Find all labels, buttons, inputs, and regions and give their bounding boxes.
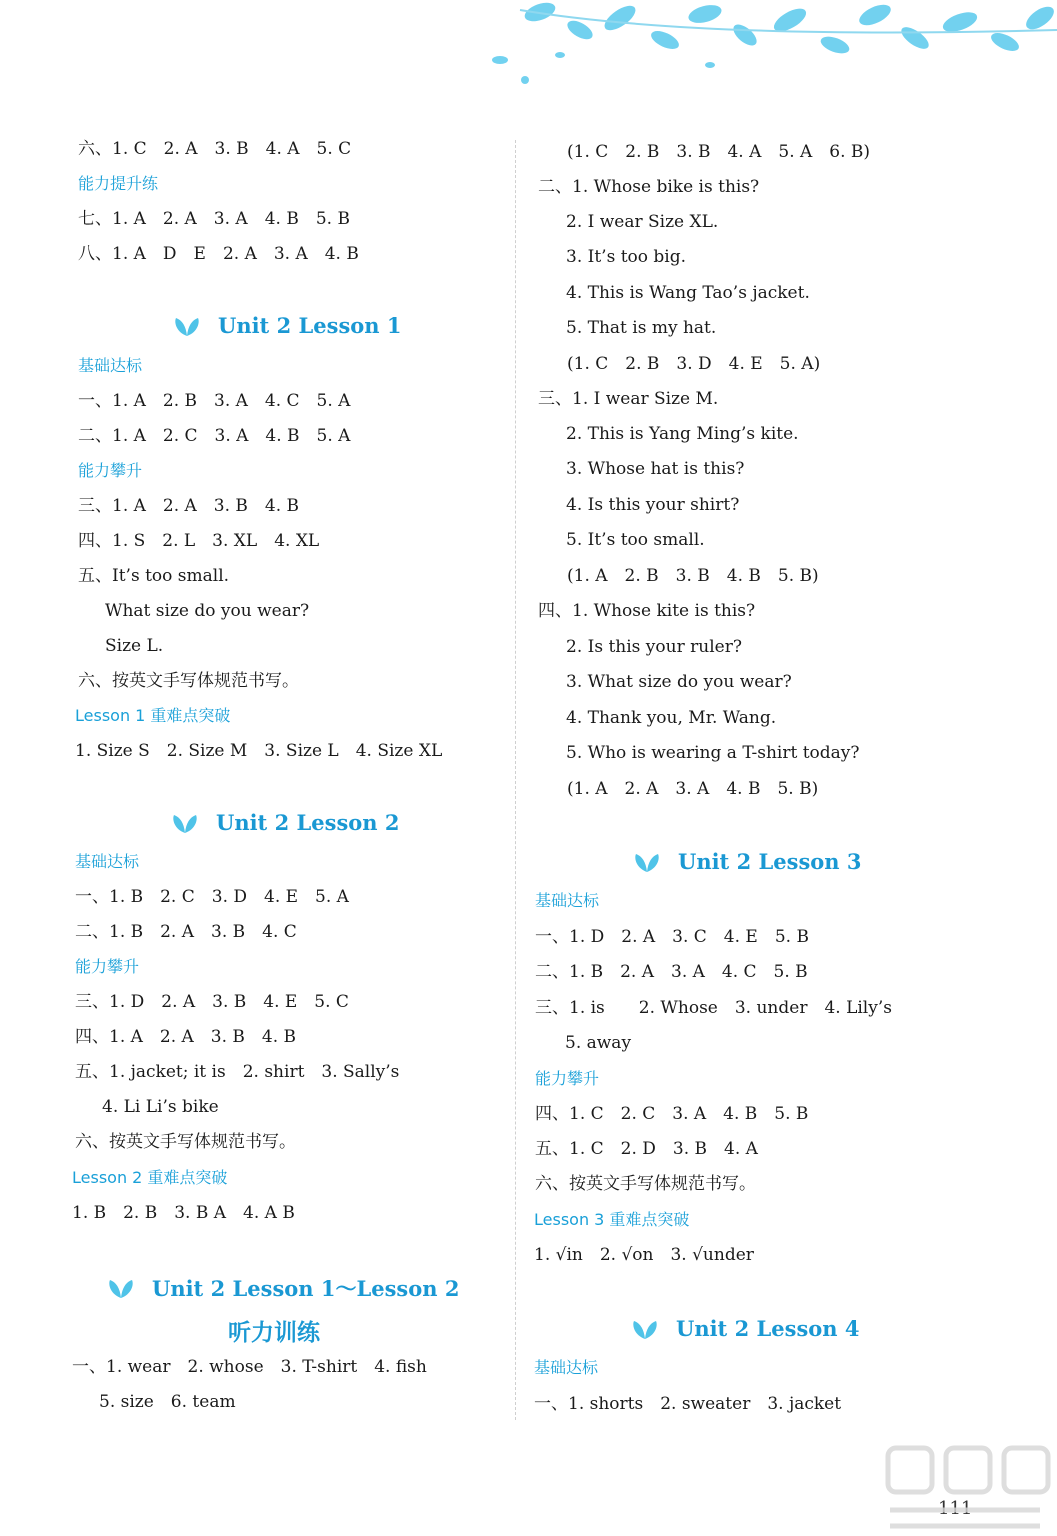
unit-heading	[106, 1273, 459, 1303]
leaf-icon	[170, 811, 200, 835]
answer-line: 5. Who is wearing a T-shirt today?	[566, 743, 860, 763]
section-label: 能力攀升	[78, 461, 143, 480]
answer-line: 八、1. A D E 2. A 3. A 4. B	[78, 244, 359, 264]
section-label: Lesson 3 重难点突破	[534, 1210, 690, 1229]
answer-line: (1. A 2. A 3. A 4. B 5. B)	[567, 779, 819, 799]
answer-line: 2. Is this your ruler?	[566, 637, 742, 657]
unit-heading	[172, 313, 401, 338]
answer-line: 六、按英文手写体规范书写。	[75, 1132, 296, 1152]
leaf-icon	[630, 1317, 660, 1341]
section-label: 能力攀升	[75, 957, 140, 976]
answer-line: 一、1. D 2. A 3. C 4. E 5. B	[535, 927, 809, 947]
leaf-icon	[632, 850, 662, 874]
answer-line: 四、1. S 2. L 3. XL 4. XL	[78, 531, 320, 551]
answer-line: 1. √in 2. √on 3. √under	[534, 1245, 754, 1265]
answer-line: 四、1. Whose kite is this?	[538, 601, 756, 621]
answer-line: 三、1. is 2. Whose 3. under 4. Lily’s	[535, 998, 892, 1018]
unit-title: Unit 2 Lesson 2	[216, 810, 400, 835]
answer-line: 1. B 2. B 3. B A 4. A B	[72, 1203, 295, 1223]
unit-title: Unit 2 Lesson 4	[676, 1316, 860, 1341]
leaf-decoration	[0, 0, 1057, 100]
answer-line: 四、1. A 2. A 3. B 4. B	[75, 1027, 297, 1047]
answer-line: (1. A 2. B 3. B 4. B 5. B)	[567, 566, 819, 586]
answer-line: 5. away	[565, 1033, 632, 1053]
answer-line: 七、1. A 2. A 3. A 4. B 5. B	[78, 209, 350, 229]
section-label: 基础达标	[78, 356, 143, 375]
answer-line: 六、按英文手写体规范书写。	[78, 671, 299, 691]
answer-line: 一、1. wear 2. whose 3. T-shirt 4. fish	[72, 1357, 427, 1377]
column-divider	[515, 140, 516, 1420]
answer-line: 2. I wear Size XL.	[566, 212, 719, 232]
answer-line: 3. Whose hat is this?	[566, 459, 745, 479]
section-subtitle: 听力训练	[228, 1319, 320, 1346]
answer-line: Size L.	[105, 636, 164, 656]
unit-heading	[170, 810, 399, 835]
section-label: 能力提升练	[78, 174, 159, 193]
unit-title: Unit 2 Lesson 3	[678, 849, 862, 874]
unit-title: Unit 2 Lesson 1～Lesson 2	[152, 1276, 460, 1301]
answer-line: 3. It’s too big.	[566, 247, 687, 267]
answer-line: 5. That is my hat.	[566, 318, 717, 338]
leaf-icon	[172, 314, 202, 338]
page-number: 111	[938, 1498, 973, 1519]
answer-line: 二、1. A 2. C 3. A 4. B 5. A	[78, 426, 351, 446]
answer-line: 1. Size S 2. Size M 3. Size L 4. Size XL	[75, 741, 443, 761]
section-label: Lesson 1 重难点突破	[75, 706, 231, 725]
leaf-icon	[106, 1276, 136, 1300]
answer-line: 4. Li Li’s bike	[102, 1097, 219, 1117]
answer-line: What size do you wear?	[105, 601, 310, 621]
answer-line: 二、1. Whose bike is this?	[538, 177, 760, 197]
section-label: 能力攀升	[535, 1069, 600, 1088]
answer-line: 五、1. C 2. D 3. B 4. A	[535, 1139, 758, 1159]
watermark-logo	[880, 1440, 1057, 1536]
answer-line: 5. It’s too small.	[566, 530, 705, 550]
section-label: 基础达标	[535, 891, 600, 910]
answer-line: 三、1. I wear Size M.	[538, 389, 719, 409]
answer-line: 4. Is this your shirt?	[566, 495, 740, 515]
answer-line: 二、1. B 2. A 3. A 4. C 5. B	[535, 962, 808, 982]
answer-line: 3. What size do you wear?	[566, 672, 792, 692]
answer-line: 4. This is Wang Tao’s jacket.	[566, 283, 810, 303]
answer-line: 4. Thank you, Mr. Wang.	[566, 708, 777, 728]
answer-line: 2. This is Yang Ming’s kite.	[566, 424, 799, 444]
answer-line: 三、1. A 2. A 3. B 4. B	[78, 496, 300, 516]
answer-line: 四、1. C 2. C 3. A 4. B 5. B	[535, 1104, 809, 1124]
unit-title: Unit 2 Lesson 1	[218, 313, 402, 338]
section-label: 基础达标	[75, 852, 140, 871]
section-label: Lesson 2 重难点突破	[72, 1168, 228, 1187]
unit-heading	[630, 1316, 859, 1341]
section-label: 基础达标	[534, 1358, 599, 1377]
unit-heading	[632, 849, 861, 874]
answer-line: 五、1. jacket; it is 2. shirt 3. Sally’s	[75, 1062, 400, 1082]
answer-line: 三、1. D 2. A 3. B 4. E 5. C	[75, 992, 349, 1012]
answer-line: (1. C 2. B 3. B 4. A 5. A 6. B)	[567, 142, 871, 162]
answer-line: 六、1. C 2. A 3. B 4. A 5. C	[78, 139, 352, 159]
answer-line: 一、1. A 2. B 3. A 4. C 5. A	[78, 391, 351, 411]
answer-line: 一、1. B 2. C 3. D 4. E 5. A	[75, 887, 349, 907]
answer-line: 5. size 6. team	[99, 1392, 236, 1412]
answer-line: (1. C 2. B 3. D 4. E 5. A)	[567, 354, 821, 374]
answer-line: 五、It’s too small.	[78, 566, 230, 586]
answer-line: 六、按英文手写体规范书写。	[535, 1174, 756, 1194]
answer-line: 二、1. B 2. A 3. B 4. C	[75, 922, 297, 942]
answer-line: 一、1. shorts 2. sweater 3. jacket	[534, 1394, 842, 1414]
